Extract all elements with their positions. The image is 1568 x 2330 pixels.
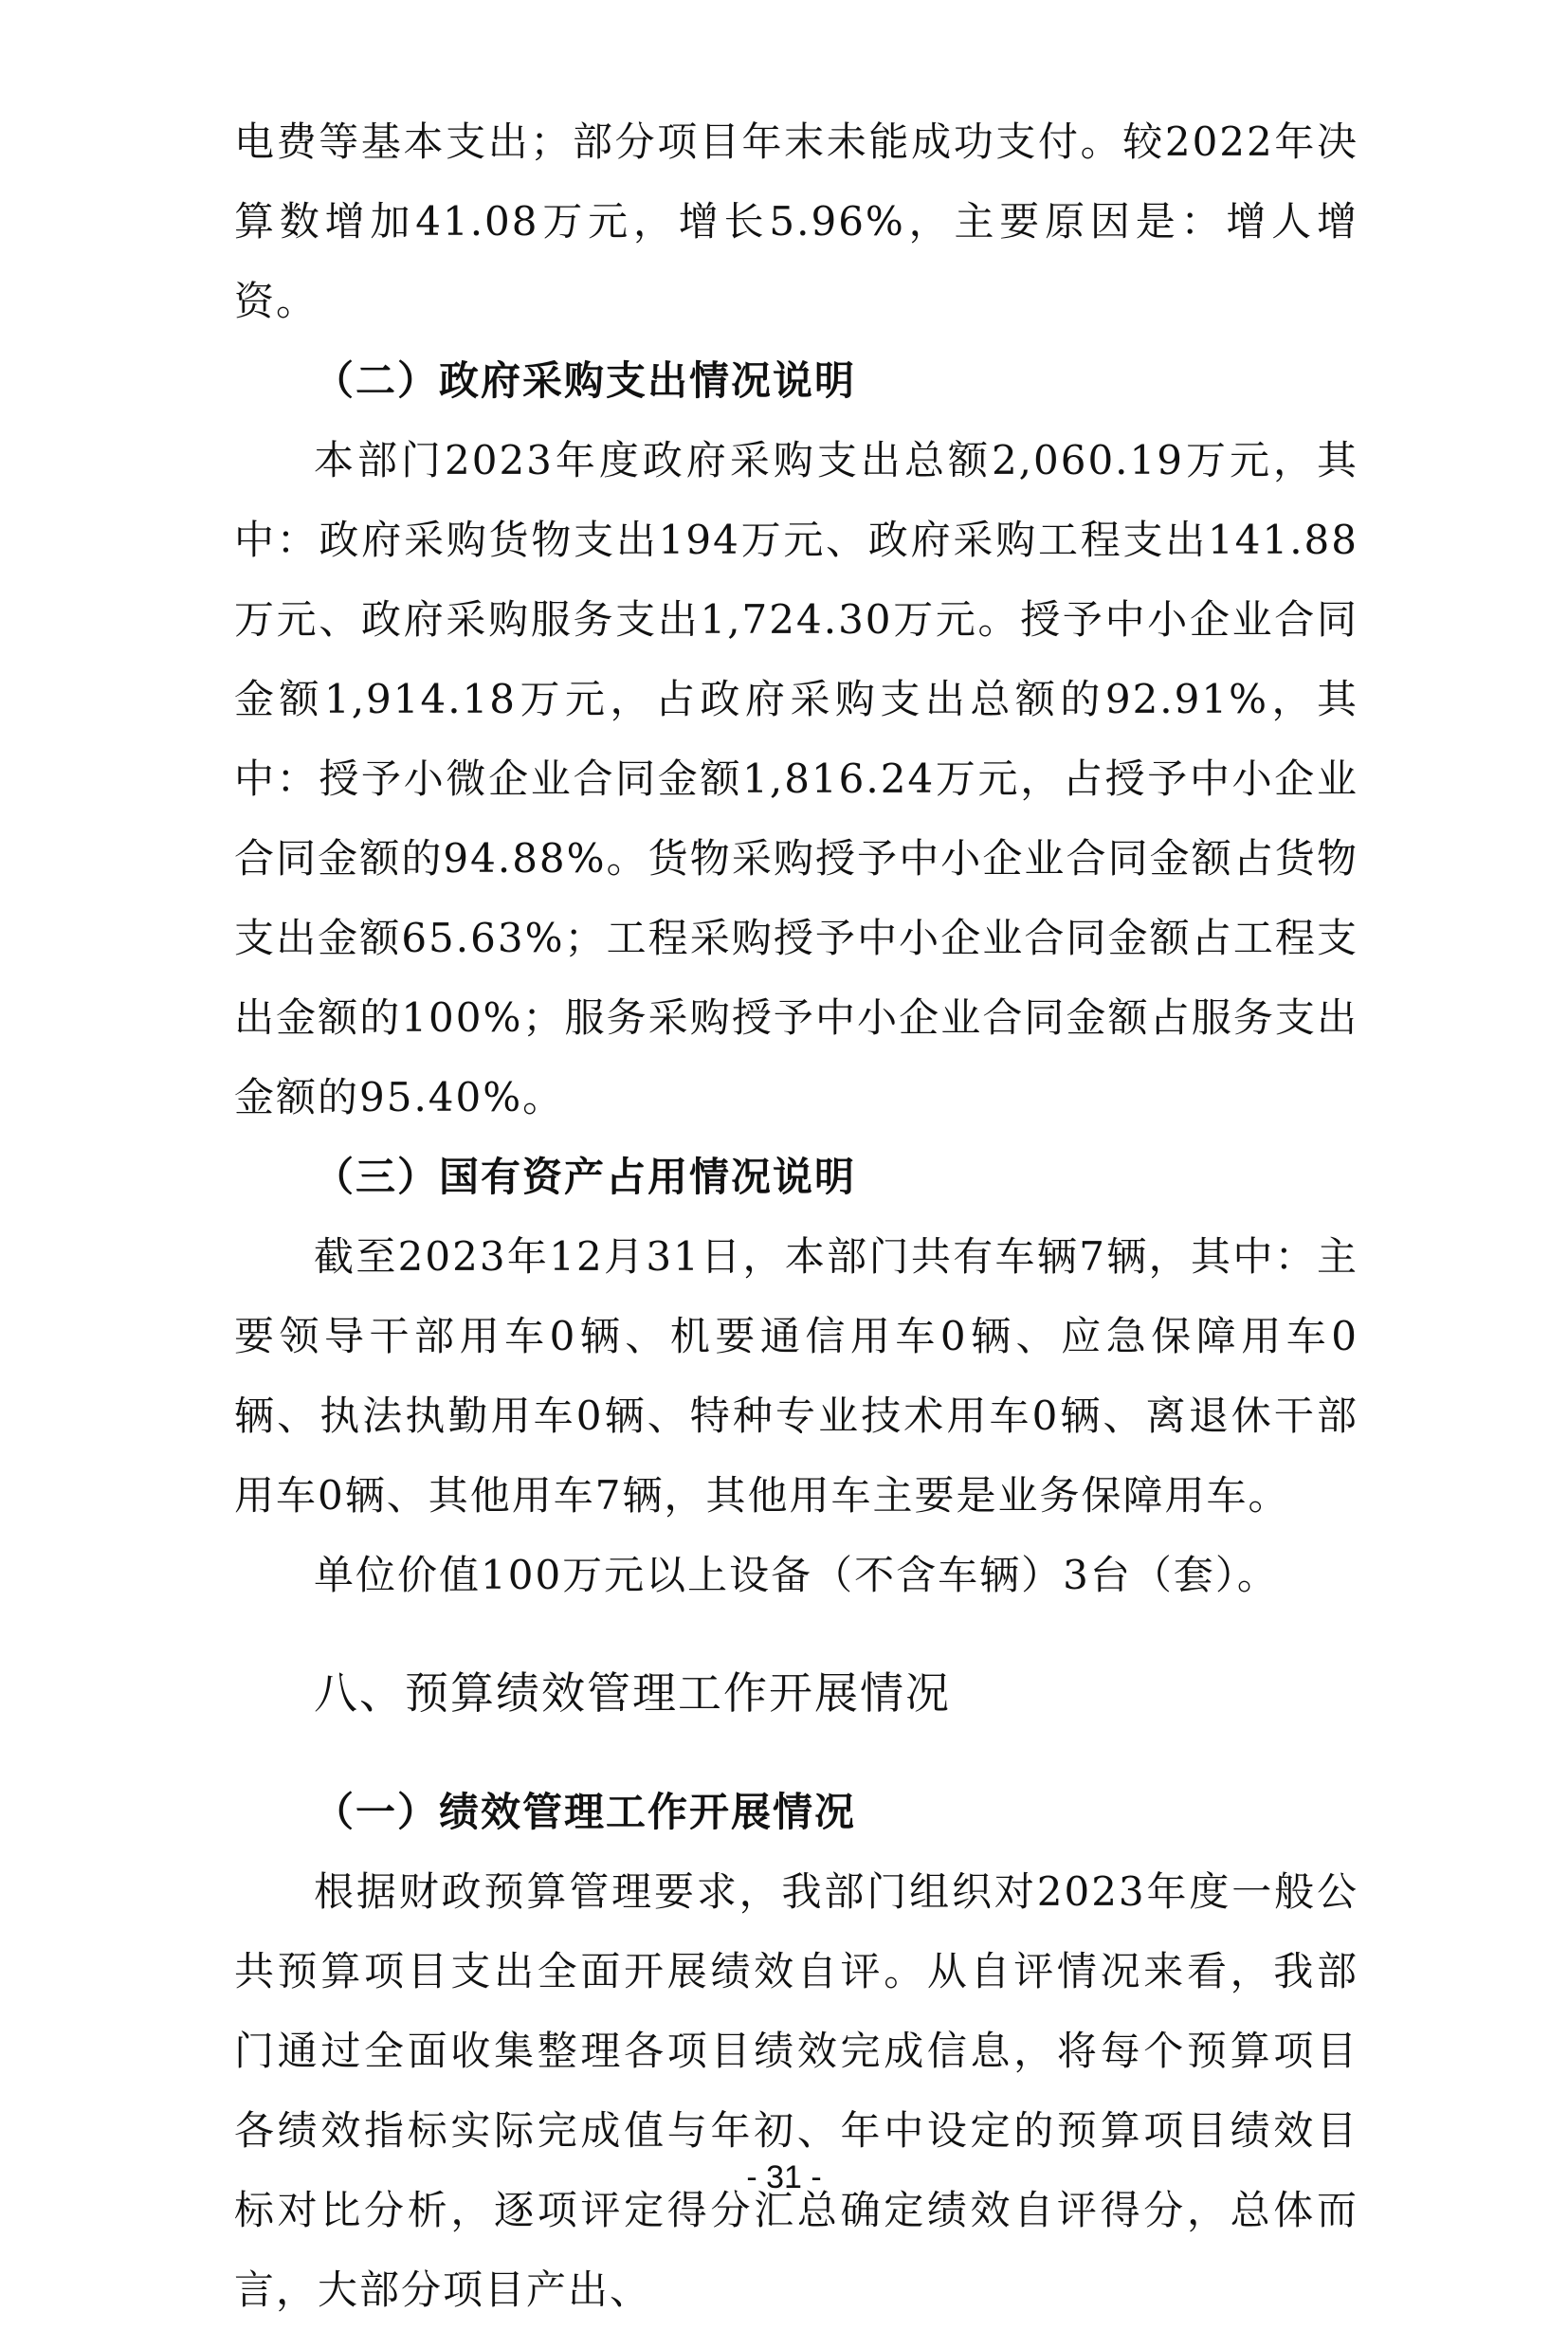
paragraph-expenditure-tail: 电费等基本支出；部分项目年末未能成功支付。较2022年决算数增加41.08万元，增长5.96%，主要原因是：增人增资。: [234, 118, 1358, 324]
paragraph-performance-self-evaluation: 根据财政预算管理要求，我部门组织对2023年度一般公共预算项目支出全面开展绩效自评。从自评情况来看，我部门通过全面收集整理各项目绩效完成信息，将每个预算项目各绩效指标实际完成值与年初、年中设定的预算项目绩效目标对比分析，逐项评定得分汇总确定绩效自评得分，总体而言，大部分项目产出、: [234, 1868, 1358, 2313]
paragraph-vehicles: 截至2023年12月31日，本部门共有车辆7辆，其中：主要领导干部用车0辆、机要通信用车0辆、应急保障用车0辆、执法执勤用车0辆、特种专业技术用车0辆、离退休干部用车0辆、其他用车7辆，其他用车主要是业务保障用车。: [234, 1233, 1358, 1519]
page-number: - 31 -: [746, 2159, 822, 2195]
section-heading-state-assets: （三）国有资产占用情况说明: [314, 1154, 857, 1200]
document-body: [234, 102, 1358, 2330]
chapter-heading-performance-management: 八、预算绩效管理工作开展情况: [314, 1667, 951, 1719]
section-heading-performance-work: （一）绩效管理工作开展情况: [314, 1789, 857, 1835]
section-heading-government-procurement: （二）政府采购支出情况说明: [314, 357, 857, 404]
paragraph-equipment: 单位价值100万元以上设备（不含车辆）3台（套）。: [314, 1552, 1279, 1598]
paragraph-government-procurement: 本部门2023年度政府采购支出总额2,060.19万元，其中：政府采购货物支出194万元、政府采购工程支出141.88万元、政府采购服务支出1,724.30万元。授予中小企业合同金额1,914.18万元，占政府采购支出总额的92.91%，其中：授予小微企业合同金额1,816.24万元，占授予中小企业合同金额的94.88%。货物采购授予中小企业合同金额占货物支出金额65.63%；工程采购授予中小企业合同金额占工程支出金额的100%；服务采购授予中小企业合同金额占服务支出金额的95.40%。: [234, 437, 1358, 1120]
